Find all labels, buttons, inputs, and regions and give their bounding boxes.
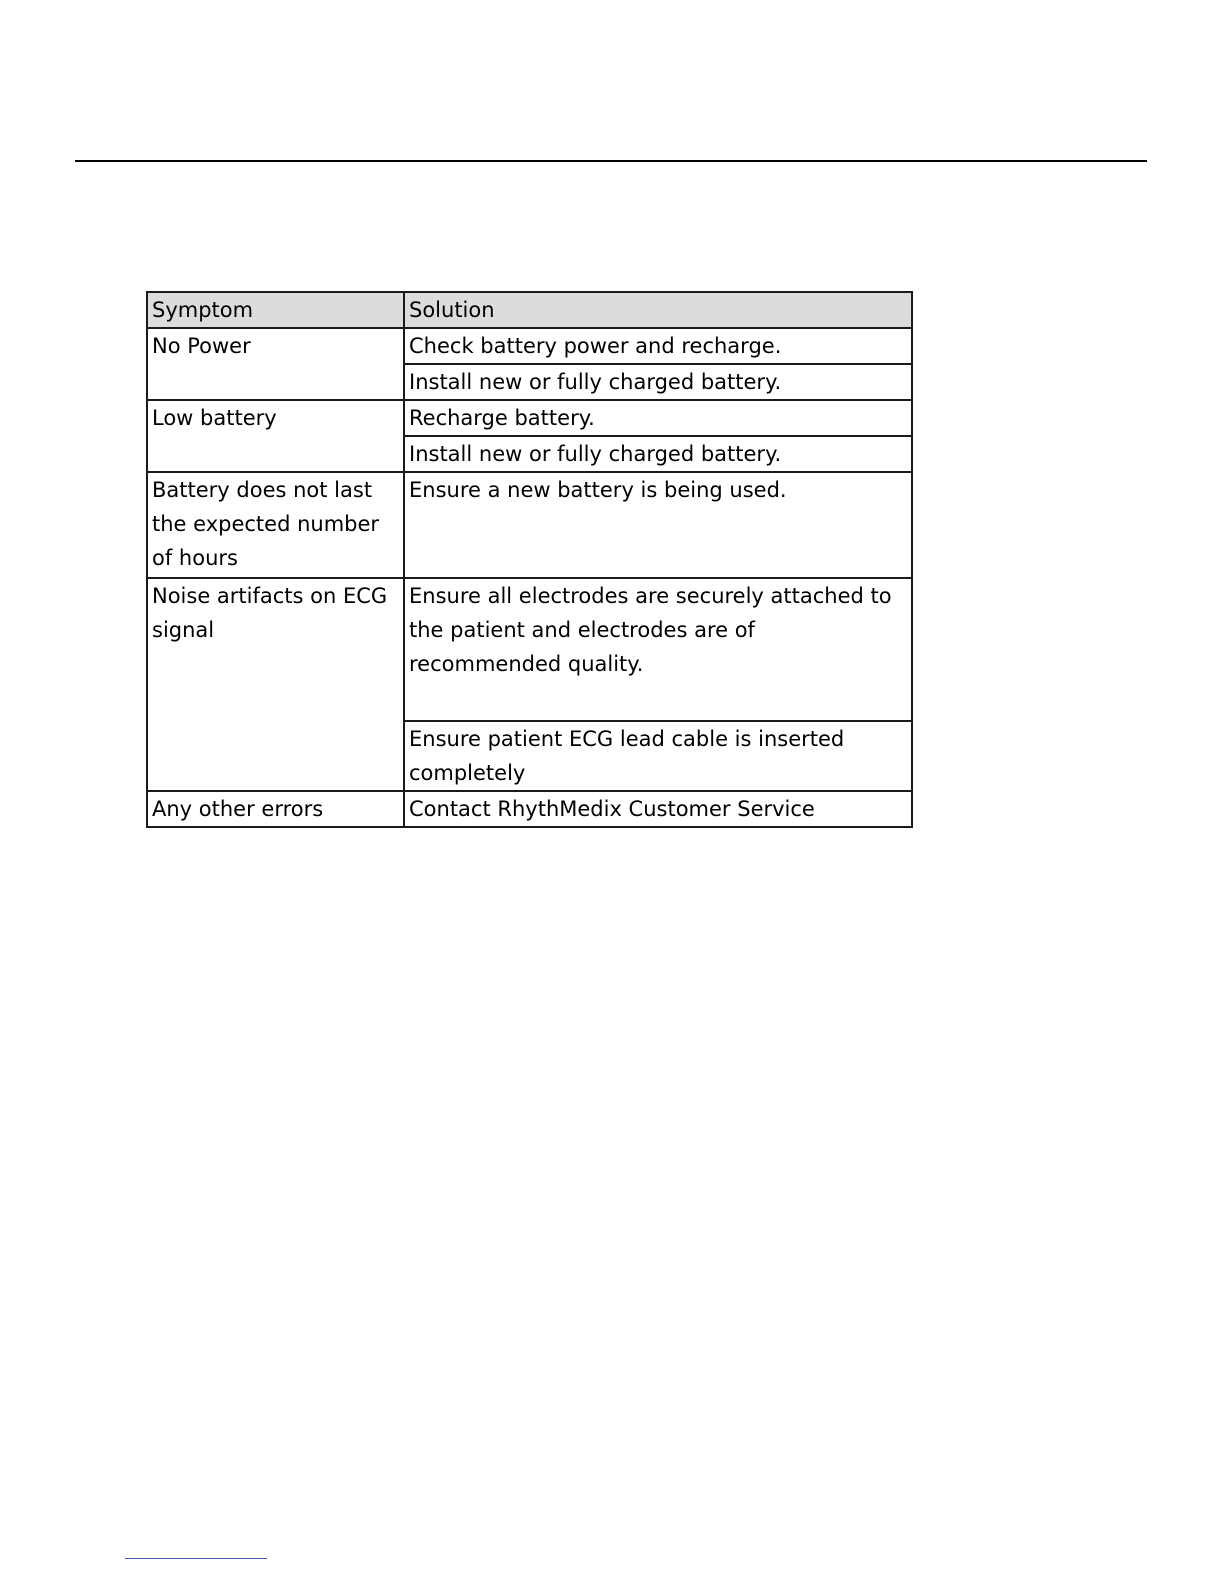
solution-cell: Contact RhythMedix Customer Service: [404, 791, 912, 827]
troubleshooting-table-container: [146, 291, 913, 828]
header-solution: Solution: [404, 292, 912, 328]
table-header-row: [147, 292, 912, 328]
solution-cell: Ensure patient ECG lead cable is inserted completely: [404, 721, 912, 791]
symptom-cell: Noise artifacts on ECG signal: [147, 578, 404, 791]
solution-cell: Ensure a new battery is being used.: [404, 472, 912, 578]
solution-cell: Install new or fully charged battery.: [404, 364, 912, 400]
solution-cell: Recharge battery.: [404, 400, 912, 436]
symptom-cell: Battery does not last the expected number of hours: [147, 472, 404, 578]
header-symptom: Symptom: [147, 292, 404, 328]
table-row: [147, 791, 912, 827]
table-row: [147, 472, 912, 578]
solution-cell: Check battery power and recharge.: [404, 328, 912, 364]
footnote-separator: [125, 1558, 267, 1559]
symptom-cell: Any other errors: [147, 791, 404, 827]
symptom-cell: Low battery: [147, 400, 404, 472]
table-row: [147, 328, 912, 364]
solution-cell: Install new or fully charged battery.: [404, 436, 912, 472]
table-row: [147, 578, 912, 721]
solution-cell: Ensure all electrodes are securely attached to the patient and electrodes are of recommended quality.: [404, 578, 912, 721]
table-row: [147, 400, 912, 436]
header-divider: [75, 160, 1147, 162]
symptom-cell: No Power: [147, 328, 404, 400]
troubleshooting-table: [146, 291, 913, 828]
